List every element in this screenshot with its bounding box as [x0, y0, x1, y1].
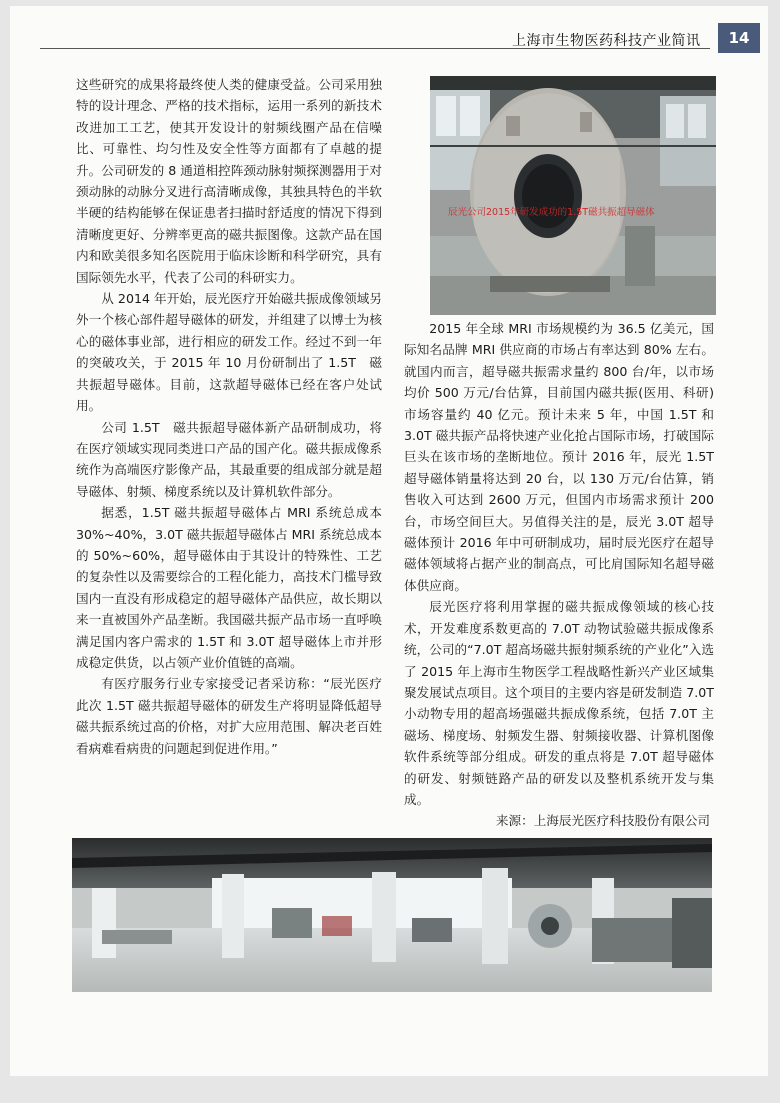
left-column	[76, 74, 382, 759]
source-credit: 来源：上海辰光医疗科技股份有限公司	[495, 813, 710, 829]
header-rule	[40, 48, 710, 49]
newsletter-title: 上海市生物医药科技产业简讯	[512, 33, 701, 49]
paragraph: 有医疗服务行业专家接受记者采访称：“辰光医疗此次 1.5T 磁共振超导磁体的研发生产将明显降低超导磁共振系统过高的价格，对扩大应用范围、解决老百姓看病难看病贵的问题起到促进作用。”	[76, 676, 382, 756]
paragraph: 据悉，1.5T 磁共振超导磁体占 MRI 系统总成本 30%~40%，3.0T 磁共振超导磁体占 MRI 系统总成本的 50%~60%，超导磁体由于其设计的特殊性、工艺的复杂性以及需要综合的工程化能力，高技术门槛导致国内一直没有形成稳定的超导磁体产品供应，故长期以来一直被国外产品垄断。我国磁共振产品市场一直呼唤满足国内客户需求的 1.5T 和 3.0T 超导磁体上市并形成稳定供货，以占领产业价值链的高端。	[76, 505, 382, 670]
paragraph: 从 2014 年开始，辰光医疗开始磁共振成像领域另外一个核心部件超导磁体的研发，并组建了以博士为核心的磁体事业部，进行相应的研发工作。经过不到一年的突破攻关，于 2015 年 10 月份研制出了 1.5T 磁共振超导磁体。目前，这款超导磁体已经在客户处试用。	[76, 291, 382, 414]
paragraph: 公司 1.5T 磁共振超导磁体新产品研制成功，将在医疗领域实现同类进口产品的国产化。磁共振成像系统作为高端医疗影像产品，其最重要的组成部分就是超导磁体、射频、梯度系统以及计算机软件部分。	[76, 419, 382, 499]
paragraph: 这些研究的成果将最终使人类的健康受益。公司采用独特的设计理念、严格的技术指标，运用一系列的新技术改进加工工艺，使其开发设计的射频线圈产品在信噪比、可靠性、均匀性及安全性等方面都有了卓越的提升。公司研发的 8 通道相控阵颈动脉射频探测器用于对颈动脉的动脉分叉进行高清晰成像，其独具特色的半软半硬的结构能够在保证患者扫描时舒适度的情况下得到清晰度更好、分辨率更高的磁共振图像。这款产品在国内和欧美很多知名医院用于临床诊断和科学研究，具有国际领先水平，代表了公司的科研实力。	[76, 77, 382, 285]
right-column	[404, 318, 714, 832]
magnet-photo	[430, 76, 716, 315]
paragraph: 2015 年全球 MRI 市场规模约为 36.5 亿美元，国际知名品牌 MRI 供应商的市场占有率达到 80% 左右。就国内而言，超导磁共振需求量约 800 台/年，以市场均价 500 万元/台估算，目前国内磁共振(医用、科研)市场容量约 40 亿元。预计未来 5 年，中国 1.5T 和 3.0T 磁共振产品将快速产业化抢占国际市场，打破国际巨头在该市场的垄断地位。预计 2016 年，辰光 1.5T 超导磁体销量将达到 20 台，以 130 万元/台估算，销售收入可达到 2600 万元，但国内市场需求预计 200 台，市场空间巨大。另值得关注的是，辰光 3.0T 超导磁体预计 2016 年中可研制成功，届时辰光医疗在超导磁体领域将占据产业的制高点，可比肩国际知名超导磁体供应商。	[404, 321, 714, 593]
page-number: 14	[718, 23, 760, 53]
factory-photo	[72, 838, 712, 992]
paragraph: 辰光医疗将利用掌握的磁共振成像领域的核心技术，开发难度系数更高的 7.0T 动物试验磁共振成像系统，公司的“7.0T 超高场磁共振射频系统的产业化”入选了 2015 年上海市生物医学工程战略性新兴产业区域集聚发展试点项目。这个项目的主要内容是研发制造 7.0T 小动物专用的超高场强磁共振成像系统，包括 7.0T 主磁场、梯度场、射频发生器、射频接收器、计算机图像软件系统等部分组成。研发的重点将是 7.0T 超导磁体的研发、射频链路产品的研发以及整机系统开发与集成。	[404, 599, 714, 807]
photo-caption: 辰光公司2015年研发成功的1.5T磁共振超导磁体	[448, 207, 655, 218]
